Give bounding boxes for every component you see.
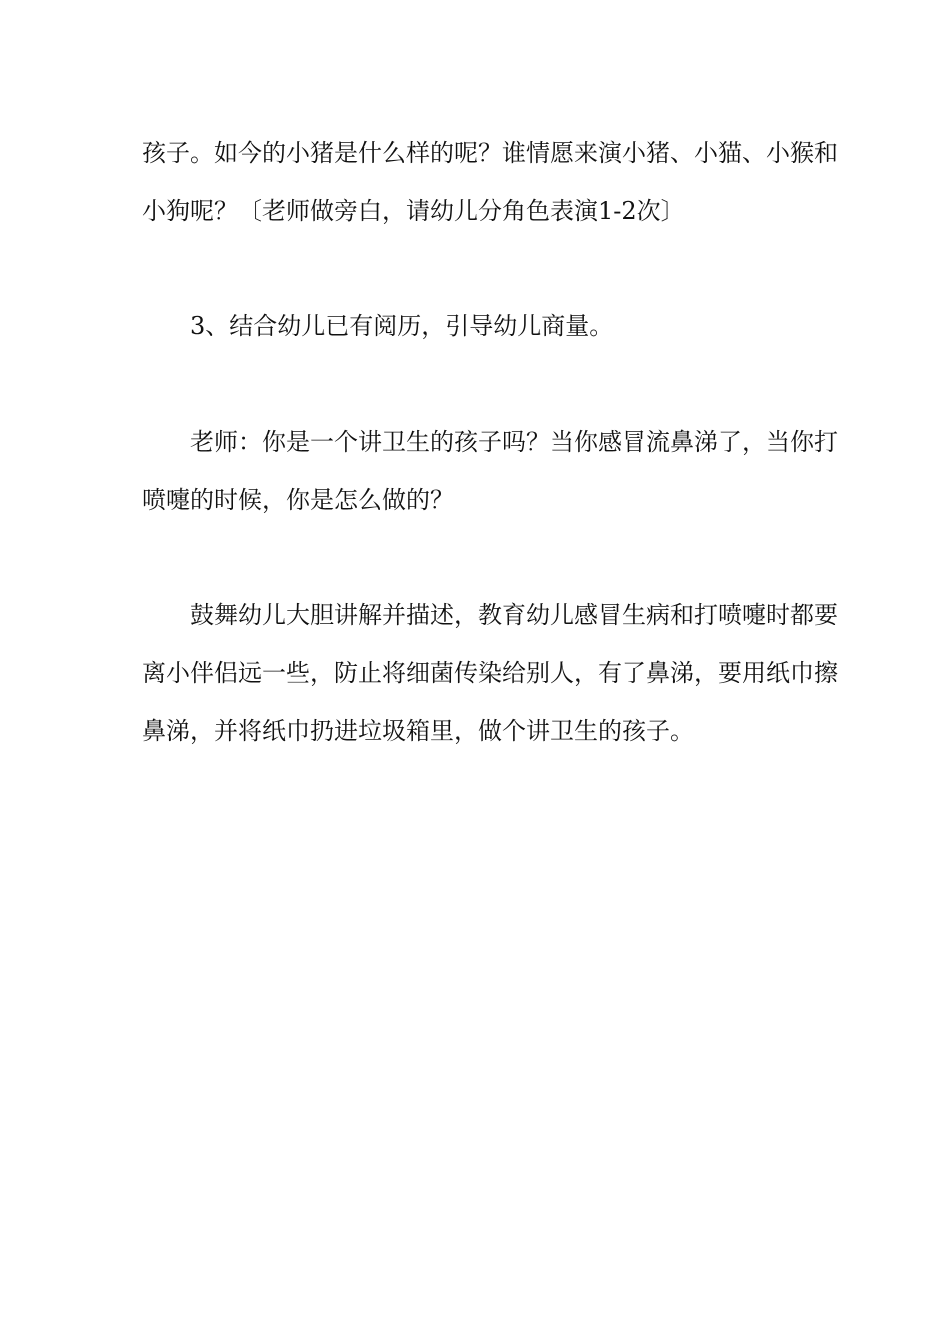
paragraph-3-line-2: 喷嚏的时候，你是怎么做的？ <box>142 486 454 514</box>
paragraph-4-line-3: 鼻涕，并将纸巾扔进垃圾箱里，做个讲卫生的孩子。 <box>142 717 694 745</box>
paragraph-4-line-2: 离小伴侣远一些，防止将细菌传染给别人，有了鼻涕，要用纸巾擦 <box>142 659 838 687</box>
paragraph-4-line-1: 鼓舞幼儿大胆讲解并描述，教育幼儿感冒生病和打喷嚏时都要 <box>190 601 838 629</box>
paragraph-1-line-2: 小狗呢？〔老师做旁白，请幼儿分角色表演1-2次〕 <box>142 197 685 225</box>
paragraph-2-line-1: 3、结合幼儿已有阅历，引导幼儿商量。 <box>190 312 614 340</box>
paragraph-3-line-1: 老师：你是一个讲卫生的孩子吗？当你感冒流鼻涕了，当你打 <box>190 428 838 456</box>
paragraph-1-line-1: 孩子。如今的小猪是什么样的呢？谁情愿来演小猪、小猫、小猴和 <box>142 139 838 167</box>
